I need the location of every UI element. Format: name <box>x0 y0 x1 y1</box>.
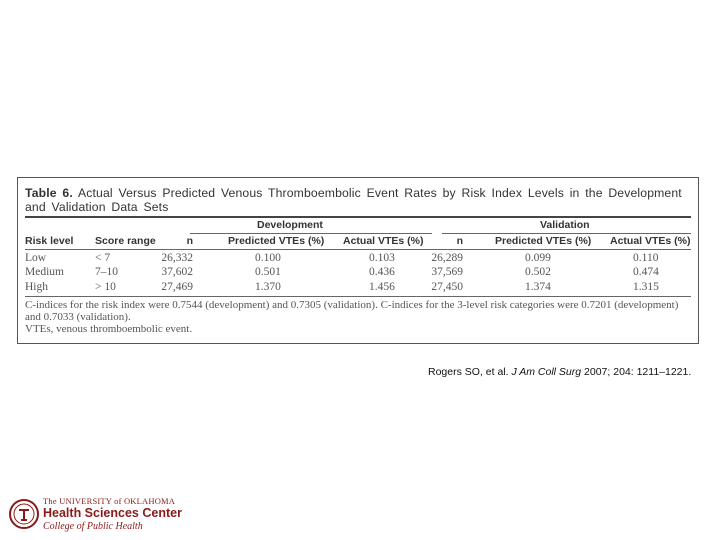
table-cell-score-range: 7–10 <box>95 266 118 278</box>
column-header-val-predicted: Predicted VTEs (%) <box>495 235 592 247</box>
table-cell-val-n: 26,289 <box>431 252 463 264</box>
group-rule-validation <box>442 233 691 234</box>
table-cell-val-actual: 0.474 <box>633 266 659 278</box>
table-cell-risk-level: High <box>25 281 48 293</box>
group-header-development: Development <box>257 219 323 231</box>
table-cell-dev-n: 27,469 <box>161 281 193 293</box>
table-cell-val-predicted: 0.099 <box>525 252 551 264</box>
logo-hsc-name: Health Sciences Center <box>43 506 182 520</box>
table-cell-dev-predicted: 0.100 <box>255 252 281 264</box>
top-rule <box>25 216 691 218</box>
column-header-val-n: n <box>456 235 463 247</box>
citation-details: 2007; 204: 1211–1221. <box>584 366 692 378</box>
table-cell-dev-actual: 1.456 <box>369 281 395 293</box>
university-logo <box>9 496 182 536</box>
table-cell-dev-n: 26,332 <box>161 252 193 264</box>
table-cell-val-n: 27,450 <box>431 281 463 293</box>
citation-journal: J Am Coll Surg <box>511 366 582 378</box>
group-rule-development <box>190 233 432 234</box>
column-header-score-range: Score range <box>95 235 156 247</box>
header-rule <box>25 249 691 250</box>
table-cell-risk-level: Low <box>25 252 47 264</box>
table-footnote-abbreviation: VTEs, venous thromboembolic event. <box>25 323 193 335</box>
table-cell-dev-n: 37,602 <box>161 266 193 278</box>
table-cell-val-actual: 1.315 <box>633 281 659 293</box>
table-figure <box>17 177 699 344</box>
table-cell-dev-actual: 0.103 <box>369 252 395 264</box>
table-cell-score-range: < 7 <box>95 252 111 264</box>
column-header-dev-actual: Actual VTEs (%) <box>343 235 424 247</box>
citation-authors: Rogers SO, et al. <box>428 366 509 378</box>
table-cell-val-predicted: 0.502 <box>525 266 551 278</box>
column-header-dev-n: n <box>186 235 193 247</box>
group-header-validation: Validation <box>540 219 590 231</box>
table-title: Actual Versus Predicted Venous Thromboembolic Event Rates by Risk Index Levels in the Development and Validation Data Sets <box>25 186 682 214</box>
table-cell-dev-predicted: 0.501 <box>255 266 281 278</box>
table-cell-dev-actual: 0.436 <box>369 266 395 278</box>
logo-university-name: The UNIVERSITY of OKLAHOMA <box>43 496 176 506</box>
table-cell-dev-predicted: 1.370 <box>255 281 281 293</box>
ou-seal-icon <box>9 498 39 530</box>
table-caption <box>25 186 691 214</box>
table-number: Table 6. <box>25 186 73 200</box>
table-cell-val-actual: 0.110 <box>633 252 659 264</box>
body-rule <box>25 296 691 297</box>
citation <box>428 366 691 378</box>
table-cell-risk-level: Medium <box>25 266 64 278</box>
column-header-val-actual: Actual VTEs (%) <box>610 235 691 247</box>
column-header-dev-predicted: Predicted VTEs (%) <box>228 235 325 247</box>
column-header-risk-level: Risk level <box>25 235 74 247</box>
table-cell-val-predicted: 1.374 <box>525 281 551 293</box>
table-cell-val-n: 37,569 <box>431 266 463 278</box>
logo-college-name: College of Public Health <box>43 521 143 532</box>
table-cell-score-range: > 10 <box>95 281 116 293</box>
table-footnote-cindices: C-indices for the risk index were 0.7544 (development) and 0.7305 (validation). C-indices for the 3-level risk categories were 0.7201 (development) and 0.7033 (validation). <box>25 299 679 323</box>
